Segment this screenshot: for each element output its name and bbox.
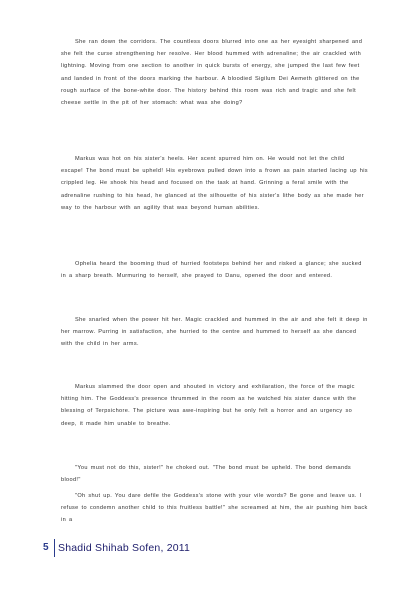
footer-author: Shadid Shihab Sofen, 2011 [58, 542, 191, 554]
paragraph-2: Markus was hot on his sister's heels. Her scent spurred him on. He would not let the child escape! The bond must be upheld! His eyebrows pulled down into a frown as pain started lacing up his crippled leg. He shook his head and focused on the task at hand. Grinning a feral smile with the adrenaline rushing to his head, he glanced at the silhouette of his sister's lithe body as she made her way to the harbour with an agility that was beyond human abilities. [61, 156, 368, 211]
page-number: 5 [43, 542, 49, 553]
footer-divider [54, 539, 55, 557]
paragraph-6: "You must not do this, sister!" he choked out. "The bond must be upheld. The bond demands blood!" [61, 465, 352, 484]
paragraph-5: Markus slammed the door open and shouted in victory and exhilaration, the force of the magic hitting him. The Goddess's presence thrummed in the room as he watched his sister dance with the blessing of Terpsichore. The picture was awe-inspiring but he only felt a horror and an urgency so deep, it made him unable to breathe. [61, 384, 357, 427]
paragraph-1: She ran down the corridors. The countless doors blurred into one as her eyesight sharpened and she felt the curse strengthening her resolve. Her blood hummed with adrenaline; the air crackled with lightning. Moving from one section to another in quick bursts of energy, she jumped the last few feet and landed in front of the doors marking the harbour. A bloodied Sigilum Dei Aemeth glittered on the rough surface of the bone-white door. The history behind this room was rich and tragic and she felt cheese settle in the pit of her stomach: what was she doing? [61, 39, 363, 107]
paragraph-3: Ophelia heard the booming thud of hurried footsteps behind her and risked a glance; she sucked in a sharp breath. Murmuring to herself, she prayed to Danu, opened the door and entered. [61, 261, 362, 280]
paragraph-7: "Oh shut up. You dare defile the Goddess's stone with your vile words? Be gone and leave us. I refuse to condemn another child to this fruitless battle!" she screamed at him, the air pushing him back in a [61, 493, 368, 524]
paragraph-4: She snarled when the power hit her. Magic crackled and hummed in the air and she felt it deep in her marrow. Purring in satisfaction, she hurried to the centre and hummed to herself as she danced with the child in her arms. [61, 317, 368, 348]
